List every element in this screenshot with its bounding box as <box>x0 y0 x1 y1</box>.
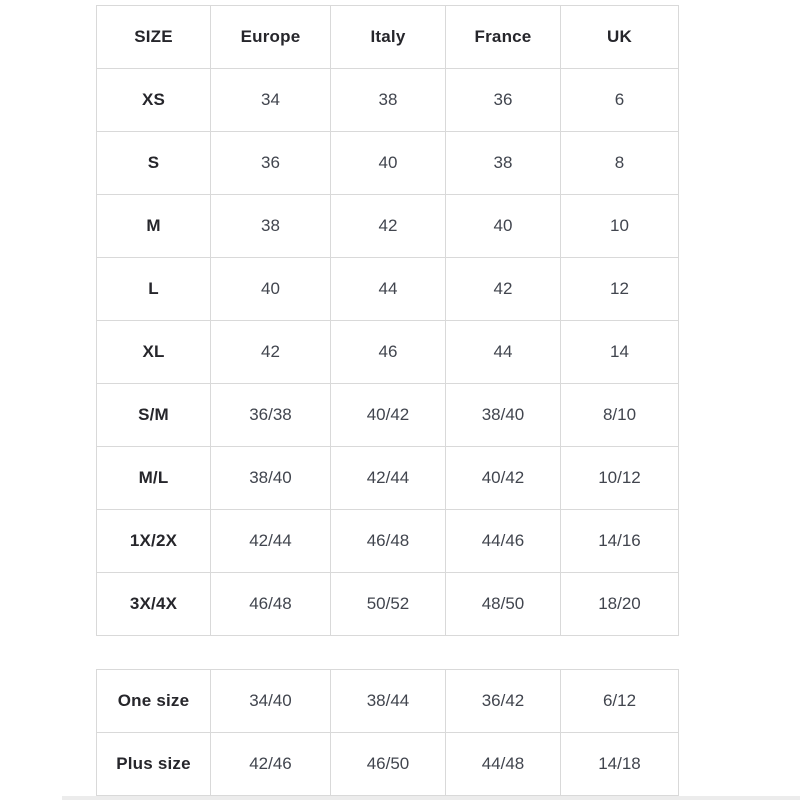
size-value-cell: 38/40 <box>211 447 331 510</box>
size-value-cell: 8 <box>561 132 679 195</box>
size-value-cell: 40/42 <box>331 384 446 447</box>
size-table-body <box>97 69 679 636</box>
size-value-cell: 8/10 <box>561 384 679 447</box>
size-label-cell: M/L <box>97 447 211 510</box>
size-value-cell: 38 <box>446 132 561 195</box>
table-row <box>97 132 679 195</box>
size-conversion-table <box>96 5 679 636</box>
size-value-cell: 14/16 <box>561 510 679 573</box>
table-row <box>97 447 679 510</box>
size-value-cell: 46/48 <box>331 510 446 573</box>
size-value-cell: 42/46 <box>211 733 331 796</box>
size-value-cell: 40 <box>446 195 561 258</box>
table-row <box>97 321 679 384</box>
table-row <box>97 510 679 573</box>
size-label-cell: One size <box>97 670 211 733</box>
size-value-cell: 36 <box>211 132 331 195</box>
table-row <box>97 670 679 733</box>
size-value-cell: 36/42 <box>446 670 561 733</box>
table-row <box>97 69 679 132</box>
size-value-cell: 40 <box>331 132 446 195</box>
size-label-cell: XS <box>97 69 211 132</box>
size-value-cell: 42 <box>211 321 331 384</box>
size-value-cell: 44 <box>331 258 446 321</box>
table-row <box>97 384 679 447</box>
table-row <box>97 733 679 796</box>
column-header-europe: Europe <box>211 6 331 69</box>
size-value-cell: 46/48 <box>211 573 331 636</box>
size-value-cell: 6/12 <box>561 670 679 733</box>
size-chart-container <box>96 5 679 796</box>
size-value-cell: 36 <box>446 69 561 132</box>
size-value-cell: 34 <box>211 69 331 132</box>
size-value-cell: 38 <box>211 195 331 258</box>
size-value-cell: 18/20 <box>561 573 679 636</box>
size-value-cell: 38/44 <box>331 670 446 733</box>
size-value-cell: 36/38 <box>211 384 331 447</box>
size-value-cell: 40 <box>211 258 331 321</box>
size-value-cell: 40/42 <box>446 447 561 510</box>
size-value-cell: 50/52 <box>331 573 446 636</box>
size-value-cell: 44/48 <box>446 733 561 796</box>
size-value-cell: 42 <box>446 258 561 321</box>
size-value-cell: 38/40 <box>446 384 561 447</box>
size-value-cell: 34/40 <box>211 670 331 733</box>
column-header-size: SIZE <box>97 6 211 69</box>
size-value-cell: 10 <box>561 195 679 258</box>
size-label-cell: L <box>97 258 211 321</box>
column-header-france: France <box>446 6 561 69</box>
special-sizes-table <box>96 669 679 796</box>
table-header <box>97 6 679 69</box>
size-label-cell: Plus size <box>97 733 211 796</box>
size-value-cell: 44/46 <box>446 510 561 573</box>
table-row <box>97 573 679 636</box>
size-label-cell: M <box>97 195 211 258</box>
column-header-italy: Italy <box>331 6 446 69</box>
size-label-cell: S/M <box>97 384 211 447</box>
size-value-cell: 10/12 <box>561 447 679 510</box>
size-value-cell: 42/44 <box>211 510 331 573</box>
next-section-top-edge <box>62 796 800 800</box>
size-value-cell: 42 <box>331 195 446 258</box>
size-value-cell: 12 <box>561 258 679 321</box>
size-value-cell: 42/44 <box>331 447 446 510</box>
size-value-cell: 46/50 <box>331 733 446 796</box>
special-sizes-table-body <box>97 670 679 796</box>
size-value-cell: 44 <box>446 321 561 384</box>
size-value-cell: 14 <box>561 321 679 384</box>
size-value-cell: 46 <box>331 321 446 384</box>
size-label-cell: S <box>97 132 211 195</box>
header-row <box>97 6 679 69</box>
size-value-cell: 14/18 <box>561 733 679 796</box>
size-label-cell: 1X/2X <box>97 510 211 573</box>
size-label-cell: 3X/4X <box>97 573 211 636</box>
size-value-cell: 38 <box>331 69 446 132</box>
table-row <box>97 258 679 321</box>
size-value-cell: 48/50 <box>446 573 561 636</box>
size-label-cell: XL <box>97 321 211 384</box>
column-header-uk: UK <box>561 6 679 69</box>
table-row <box>97 195 679 258</box>
size-value-cell: 6 <box>561 69 679 132</box>
